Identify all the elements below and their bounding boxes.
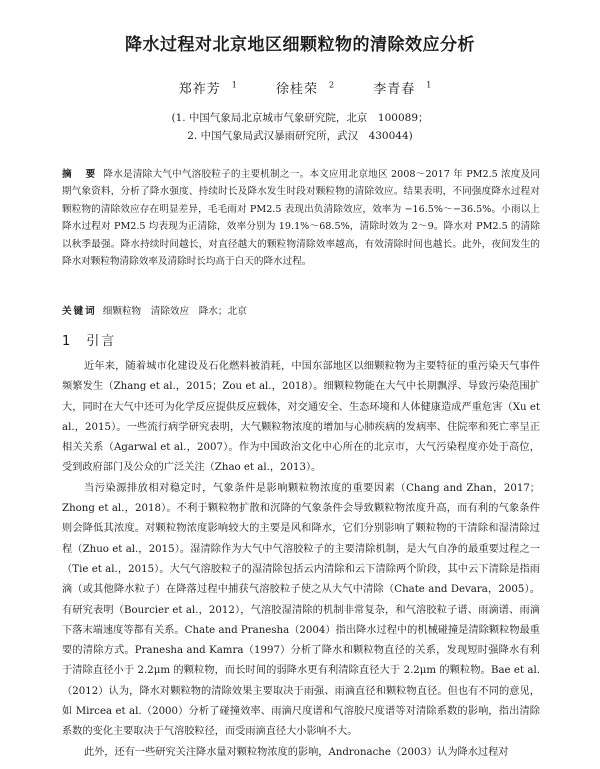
author: 郑祚芳 $^1$ (178, 80, 238, 97)
section-title: 引言 (86, 334, 117, 349)
affiliation-line: (1. 中国气象局北京城市气象研究院，北京 100089； (171, 112, 429, 124)
body-paragraph: 近年来，随着城市化建设及石化燃料被消耗，中国东部地区以细颗粒物为主要特征的重污染天气事件频繁发生（Zhang et al.，2015；Zou et al.，2018）。细颗粒物能在大气中长期飘浮、导致污染范围扩大，同时在大气中还可为化学反应提供反应载体，对交通安全、生态环境和人体健康造成严重危害（Xu et al.，2015）。一些流行病学研究表明，大气颗粒物浓度的增加与心肺疾病的发病率、住院率和死亡率呈正相关关系（Agarwal et al.，2007）。作为中国政治文化中心所在的北京市，大气污染程度亦处于高位，受到政府部门及公众的广泛关注（Zhao et al.，2013）。 (62, 361, 540, 474)
section-body (62, 357, 540, 763)
body-paragraph: 此外，还有一些研究关注降水量对颗粒物浓度的影响，Andronache（2003）认为降水过程对 (84, 746, 509, 758)
paper-title: 降水过程对北京地区细颗粒物的清除效应分析 (125, 35, 475, 55)
affiliation-line: 2. 中国气象局武汉暴雨研究所，武汉 430044) (187, 130, 413, 142)
section-number: 1 (62, 334, 73, 349)
keywords-label: 关键词 (62, 306, 97, 317)
abstract-label: 摘 要 (62, 169, 98, 180)
author-list (0, 78, 600, 97)
author: 李青春 $^1$ (373, 80, 433, 97)
author: 徐桂荣 $^2$ (275, 80, 336, 97)
body-paragraph: 当污染源排放相对稳定时，气象条件是影响颗粒物浓度的重要因素（Chang and Zhan，2017；Zhong et al.，2018）。不利于颗粒物扩散和沉降的气象条件会导致颗粒物浓度升高，而有利的气象条件则会降低其浓度。对颗粒物浓度影响较大的主要是风和降水，它们分别影响了颗粒物的干清除和湿清除过程（Zhuo et al.，2015）。湿清除作为大气中气溶胶粒子的主要清除机制，是大气自净的最重要过程之一（Tie et al.，2015）。大气气溶胶粒子的湿清除包括云内清除和云下清除两个阶段，其中云下清除是指雨滴（或其他降水粒子）在降落过程中捕获气溶胶粒子使之从大气中清除（Chate and Devara，2005）。有研究表明（Bourcier et al.，2012），气溶胶湿清除的机制非常复杂，和气溶胶粒子谱、雨滴谱、雨滴下落末端速度等都有关系。Chate and Pranesha（2004）指出降水过程中的机械碰撞是清除颗粒物最重要的清除方式。Pranesha and Kamra（1997）分析了降水和颗粒物直径的关系，发现短时强降水有利于清除直径小于 2.2μm 的颗粒物，而长时间的弱降水更有利清除直径大于 2.2μm 的颗粒物。Bae et al.（2012）认为，降水对颗粒物的清除效果主要取决于雨强、雨滴直径和颗粒物直径。但也有不同的意见，如 Mircea et al.（2000）分析了碰撞效率、雨滴尺度谱和气溶胶尺度谱等对清除系数的影响，指出清除系数的变化主要取决于气溶胶粒径，而受雨滴直径大小影响不大。 (62, 482, 540, 738)
keywords (62, 303, 540, 317)
abstract-text: 降水是清除大气中气溶胶粒子的主要机制之一。本文应用北京地区 2008～2017 年 PM2.5 浓度及同期气象资料，分析了降水强度、持续时长及降水发生时段对颗粒物的清除效应。结果表明，不同强度降水过程对颗粒物的清除效应存在明显差异，毛毛雨对 PM2.5 表现出负清除效应，效率为 −16.5%～−36.5%。小雨以上降水过程对 PM2.5 均表现为正清除，效率分别为 19.1%～68.5%，清除时效为 2～9。降水对 PM2.5 的清除以秋季最强。降水持续时间越长，对直径越大的颗粒物清除效率越高，有效清除时间也越长。此外，夜间发生的降水对颗粒物清除效率及清除时长均高于白天的降水过程。 (62, 169, 540, 268)
abstract (62, 166, 540, 270)
keywords-text: 细颗粒物 清除效应 降水；北京 (102, 306, 247, 317)
section-heading (62, 330, 116, 349)
